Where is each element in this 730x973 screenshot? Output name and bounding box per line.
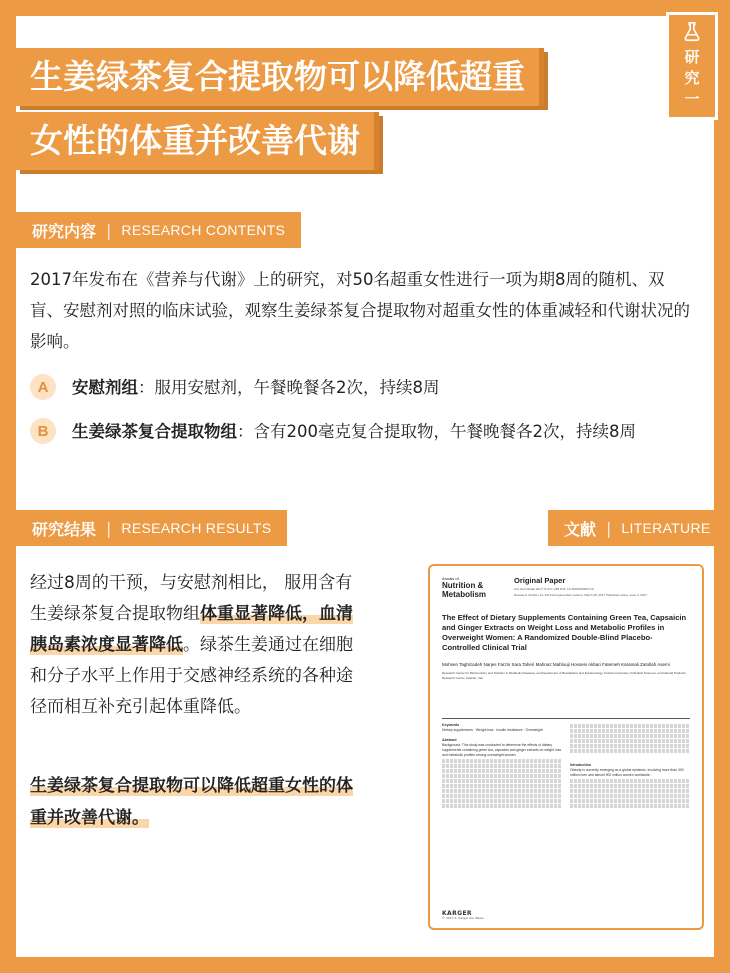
text-placeholder xyxy=(442,769,562,773)
section-separator: | xyxy=(106,220,112,240)
paper-dates: Received: October 14, 2016 Accepted after revision: March 28, 2017 Published online: June 3, 2017 xyxy=(514,593,647,597)
paper-right-column xyxy=(570,723,690,809)
section-separator: | xyxy=(106,518,112,538)
results-text xyxy=(30,568,360,723)
text-placeholder xyxy=(570,749,690,753)
text-placeholder xyxy=(442,779,562,783)
text-placeholder xyxy=(442,794,562,798)
paper-left-column xyxy=(442,723,562,809)
section-title-en: RESEARCH RESULTS xyxy=(121,520,272,536)
study-badge-label: 研究一 xyxy=(682,49,701,112)
copyright: © 2017 S. Karger AG, Basel xyxy=(442,916,484,920)
text-placeholder xyxy=(570,779,690,783)
text-placeholder xyxy=(570,734,690,738)
text-placeholder xyxy=(570,724,690,728)
journal-name-small: Annals of xyxy=(442,576,459,581)
title-line-1: 生姜绿茶复合提取物可以降低超重 xyxy=(16,48,544,106)
paper-title: The Effect of Dietary Supplements Containing Green Tea, Capsaicin and Ginger Extracts on Weight Loss and Metabolic Profiles in Overweight Women: A Randomized Double-Blind Placebo-Controlled Clinical Trial xyxy=(442,613,687,652)
title-line-2: 女性的体重并改善代谢 xyxy=(16,112,379,170)
text-placeholder xyxy=(570,729,690,733)
section-title-en: RESEARCH CONTENTS xyxy=(121,222,286,238)
section-title-en: LITERATURE xyxy=(621,520,711,536)
text-placeholder xyxy=(570,789,690,793)
research-contents-heading xyxy=(16,212,301,248)
paper-footer xyxy=(442,912,690,920)
conclusion-text: 生姜绿茶复合提取物可以降低超重女性的体重并改善代谢。 xyxy=(30,776,353,828)
text-placeholder xyxy=(442,759,562,763)
keywords-label: Keywords xyxy=(442,723,460,727)
group-name: 安慰剂组 xyxy=(72,378,138,397)
group-desc: 服用安慰剂，午餐晚餐各2次，持续8周 xyxy=(154,378,440,397)
group-badge: A xyxy=(30,374,56,400)
text-placeholder xyxy=(570,739,690,743)
flask-icon xyxy=(681,21,703,43)
paper-authors: Mohsen Taghizadeh Narjes Farzin Sara Taheri Mahnaz Mahlouji Hossein Akbari Fatemeh Karamali Zatollah Asemi xyxy=(442,662,670,667)
group-text xyxy=(72,416,636,447)
text-placeholder xyxy=(442,764,562,768)
introduction-text: Obesity is currently emerging as a global epidemic, involving more than 300 million men and almost 900 million women worldwide. xyxy=(570,768,684,777)
group-text xyxy=(72,372,440,403)
text-placeholder xyxy=(570,784,690,788)
section-title-zh: 研究内容 xyxy=(32,221,97,241)
text-placeholder xyxy=(442,799,562,803)
text-placeholder xyxy=(570,804,690,808)
group-badge: B xyxy=(30,418,56,444)
keywords: Dietary supplements · Weight loss · Insulin resistance · Overweight xyxy=(442,728,543,732)
text-placeholder xyxy=(442,784,562,788)
paper-header xyxy=(442,576,690,599)
journal-name: Nutrition & Metabolism xyxy=(442,581,487,599)
study-badge xyxy=(666,12,718,120)
group-colon: ： xyxy=(237,422,254,441)
section-separator: | xyxy=(606,518,612,538)
text-placeholder xyxy=(442,804,562,808)
paper-affiliation: Research Center for Biochemistry and Nutrition in Metabolic Diseases, and Department of Biostatistics and Epidemiology, Kashan University of Medical Sciences, and Natural Products Research Center, Kashan, Iran xyxy=(442,671,686,680)
group-colon: ： xyxy=(138,378,155,397)
section-title-zh: 研究结果 xyxy=(32,519,97,539)
group-name: 生姜绿茶复合提取物组 xyxy=(72,422,237,441)
text-placeholder xyxy=(442,789,562,793)
abstract-text: Background: This study was conducted to determine the effects of dietary supplements containing green tea, capsaicin and ginger extracts on weight loss and metabolic profiles among overweight women. xyxy=(442,743,562,757)
paper-type: Original Paper xyxy=(514,576,566,585)
research-intro: 2017年发布在《营养与代谢》上的研究，对50名超重女性进行一项为期8周的随机、双盲、安慰剂对照的临床试验，观察生姜绿茶复合提取物对超重女性的体重减轻和代谢状况的影响。 xyxy=(30,270,690,351)
group-a xyxy=(30,372,694,403)
research-results-heading xyxy=(16,510,287,546)
paper-thumbnail xyxy=(428,564,704,930)
section-title-zh: 文献 xyxy=(564,519,597,539)
text-placeholder xyxy=(570,794,690,798)
text-placeholder xyxy=(570,744,690,748)
top-band xyxy=(0,0,730,16)
results-text-before: 经过8周的干预，与安慰剂相比， 服用含有生姜绿茶复合提取物组 xyxy=(30,573,353,624)
paper-divider xyxy=(442,718,690,719)
results-highlight: 体重显著降低，血清胰岛素浓度显著降低 xyxy=(30,604,353,655)
results-text-after: 。绿茶生姜通过在细胞和分子水平上作用于交感神经系统的各种途径而相互补充引起体重降低。 xyxy=(30,635,353,717)
paper-columns xyxy=(442,723,690,809)
introduction-label: Introduction xyxy=(570,763,591,767)
publisher-name: KARGER xyxy=(442,910,472,917)
journal-logo xyxy=(442,576,506,599)
text-placeholder xyxy=(442,774,562,778)
page-title xyxy=(16,48,544,170)
group-b xyxy=(30,416,694,447)
literature-heading xyxy=(548,510,727,546)
paper-meta: Ann Nutr Metab 2017;71:277–283 DOI: 10.1159/000481719 xyxy=(514,587,594,591)
group-desc: 含有200毫克复合提取物，午餐晚餐各2次，持续8周 xyxy=(253,422,636,441)
abstract-label: Abstract xyxy=(442,738,457,742)
conclusion xyxy=(30,770,360,834)
text-placeholder xyxy=(570,799,690,803)
